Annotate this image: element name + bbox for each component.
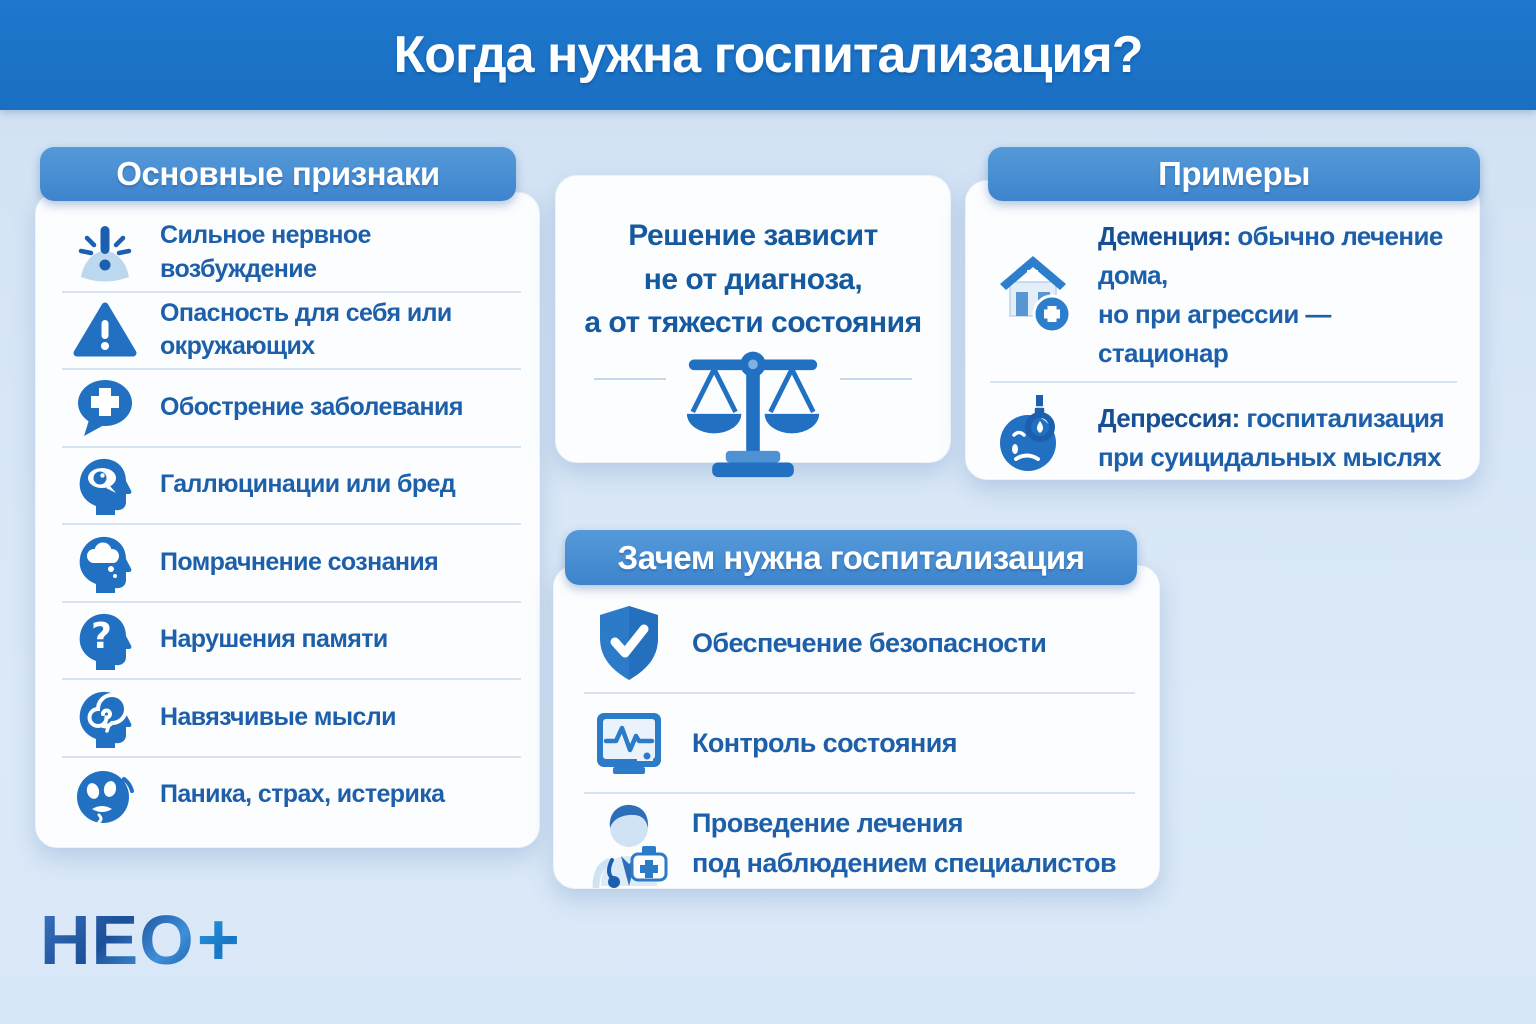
list-item — [584, 792, 1135, 892]
list-item — [62, 756, 521, 834]
memory-loss-icon — [68, 607, 142, 673]
doctor-icon — [588, 800, 670, 886]
signs-card — [35, 192, 540, 848]
list-item — [62, 291, 521, 369]
item-label: Помрачнение сознания — [160, 547, 439, 576]
svg-text:?: ? — [91, 616, 112, 658]
list-item — [584, 594, 1135, 692]
page-title: Когда нужна госпитализация? — [393, 26, 1143, 84]
item-label: Проведение лечения под наблюдением специалистов — [692, 807, 1116, 878]
item-label: Нарушения памяти — [160, 625, 388, 654]
scales-icon — [675, 340, 831, 480]
home-care-icon — [994, 248, 1078, 342]
item-label: Паника, страх, истерика — [160, 780, 445, 809]
signs-header-label: Основные признаки — [116, 155, 440, 192]
list-item — [62, 446, 521, 524]
list-item — [990, 381, 1457, 493]
neo-plus-logo — [40, 897, 240, 981]
purposes-header-label: Зачем нужна госпитализация — [617, 538, 1085, 576]
item-label: Депрессия: госпитализация при суицидальных мыслях — [1098, 403, 1445, 472]
clouded-mind-icon — [68, 530, 142, 596]
vitals-monitor-icon — [588, 700, 670, 786]
examples-header — [988, 147, 1480, 201]
list-item — [62, 368, 521, 446]
item-label: Контроль состояния — [692, 727, 957, 758]
item-label: Деменция: обычно лечение дома, но при агрессии — стационар — [1098, 221, 1443, 368]
safety-shield-icon — [588, 600, 670, 686]
item-label: Опасность для себя или окружающих — [160, 298, 452, 361]
purposes-list — [584, 594, 1135, 878]
item-label: Обострение заболевания — [160, 392, 463, 421]
item-label: Навязчивые мысли — [160, 702, 396, 731]
decision-text — [556, 214, 950, 345]
depression-icon — [994, 391, 1078, 485]
purposes-header — [565, 530, 1137, 585]
decision-line: Решение зависит — [628, 219, 878, 252]
title-banner — [0, 0, 1536, 110]
hallucination-icon — [68, 452, 142, 518]
divider — [594, 378, 666, 380]
danger-warning-icon — [68, 297, 142, 363]
list-item — [62, 678, 521, 756]
item-label: Сильное нервное возбуждение — [160, 221, 371, 283]
flareup-cross-icon — [68, 375, 142, 441]
obsessive-thoughts-icon — [68, 685, 142, 751]
nervous-agitation-icon — [68, 220, 142, 286]
list-item — [62, 215, 521, 291]
signs-list — [62, 215, 521, 833]
list-item — [584, 692, 1135, 792]
decision-line: а от тяжести состояния — [584, 306, 922, 339]
examples-header-label: Примеры — [1158, 155, 1310, 192]
list-item — [990, 209, 1457, 381]
examples-card — [965, 180, 1480, 480]
logo-plus-icon: + — [196, 897, 240, 981]
item-label: Галлюцинации или бред — [160, 470, 456, 499]
examples-list — [990, 209, 1457, 472]
decision-line: не от диагноза, — [643, 262, 863, 296]
list-item — [62, 523, 521, 601]
purposes-card — [553, 565, 1160, 889]
item-label: Обеспечение безопасности — [692, 627, 1047, 658]
divider — [840, 378, 912, 380]
decision-card — [555, 175, 951, 463]
list-item — [62, 601, 521, 679]
logo-word: НЕО — [40, 901, 195, 979]
panic-face-icon — [68, 762, 142, 828]
signs-header — [40, 147, 516, 201]
